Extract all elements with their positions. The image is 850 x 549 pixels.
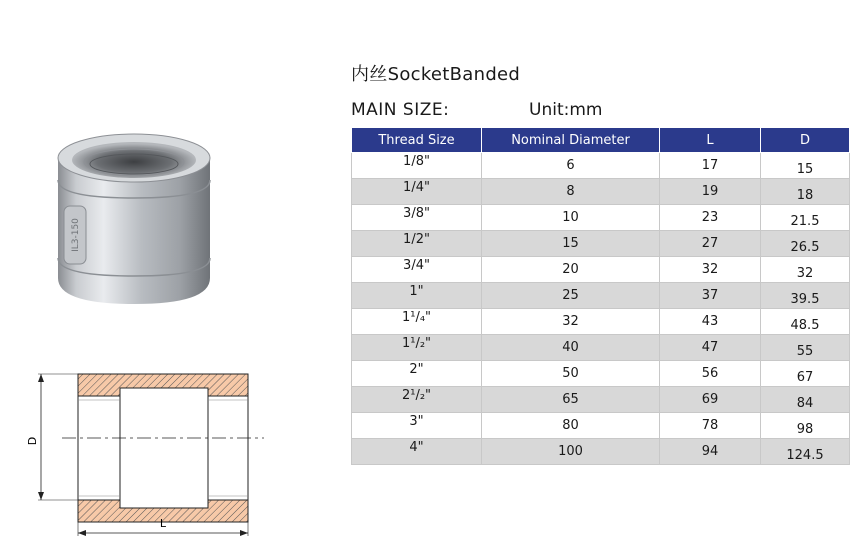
cell-thread: 1¹/₂": [352, 335, 482, 361]
table-row: [352, 439, 850, 465]
cell-l: 69: [660, 387, 761, 413]
table-row: [352, 205, 850, 231]
table-row: [352, 413, 850, 439]
cell-thread: 1/2": [352, 231, 482, 257]
cell-thread: 4": [352, 439, 482, 465]
unit-label: Unit:mm: [529, 100, 603, 120]
cell-d: 48.5: [761, 309, 850, 335]
cell-thread: 3": [352, 413, 482, 439]
spec-table: [351, 127, 850, 465]
cell-d: 18: [761, 179, 850, 205]
cell-l: 27: [660, 231, 761, 257]
table-row: [352, 387, 850, 413]
cell-nominal: 40: [482, 335, 660, 361]
header-d: D: [761, 128, 850, 153]
cell-thread: 3/4": [352, 257, 482, 283]
cell-d: 55: [761, 335, 850, 361]
dim-l-label: L: [159, 517, 167, 530]
cell-nominal: 25: [482, 283, 660, 309]
cell-thread: 1": [352, 283, 482, 309]
cell-d: 124.5: [761, 439, 850, 465]
header-thread-size: Thread Size: [352, 128, 482, 153]
dim-d-label: D: [26, 436, 39, 446]
cell-d: 67: [761, 361, 850, 387]
cell-nominal: 6: [482, 153, 660, 179]
table-row: [352, 309, 850, 335]
cell-nominal: 10: [482, 205, 660, 231]
header-l: L: [660, 128, 761, 153]
table-row: [352, 231, 850, 257]
table-row: [352, 283, 850, 309]
technical-drawing: [28, 358, 268, 538]
main-size-label: MAIN SIZE:: [351, 100, 450, 120]
cell-l: 43: [660, 309, 761, 335]
cell-thread: 3/8": [352, 205, 482, 231]
cell-d: 32: [761, 257, 850, 283]
cell-l: 32: [660, 257, 761, 283]
cell-l: 78: [660, 413, 761, 439]
cell-l: 47: [660, 335, 761, 361]
cell-thread: 1/4": [352, 179, 482, 205]
cell-nominal: 20: [482, 257, 660, 283]
cell-d: 84: [761, 387, 850, 413]
cell-l: 56: [660, 361, 761, 387]
product-title: 内丝SocketBanded: [351, 64, 521, 85]
cell-l: 23: [660, 205, 761, 231]
cell-l: 17: [660, 153, 761, 179]
header-nominal-diameter: Nominal Diameter: [482, 128, 660, 153]
cell-d: 15: [761, 153, 850, 179]
cell-l: 37: [660, 283, 761, 309]
cell-nominal: 50: [482, 361, 660, 387]
cell-nominal: 80: [482, 413, 660, 439]
cell-thread: 1¹/₄": [352, 309, 482, 335]
table-row: [352, 179, 850, 205]
cell-l: 19: [660, 179, 761, 205]
table-row: [352, 257, 850, 283]
table-row: [352, 335, 850, 361]
product-photo: [44, 118, 224, 318]
svg-text:IL3-150: IL3-150: [71, 218, 81, 252]
cell-nominal: 100: [482, 439, 660, 465]
cell-l: 94: [660, 439, 761, 465]
table-header-row: [352, 128, 850, 153]
cell-d: 98: [761, 413, 850, 439]
cell-thread: 2": [352, 361, 482, 387]
size-line: [351, 100, 751, 124]
table-row: [352, 153, 850, 179]
table-row: [352, 361, 850, 387]
cell-d: 21.5: [761, 205, 850, 231]
cell-nominal: 15: [482, 231, 660, 257]
cell-nominal: 65: [482, 387, 660, 413]
cell-thread: 2¹/₂": [352, 387, 482, 413]
cell-nominal: 8: [482, 179, 660, 205]
cell-nominal: 32: [482, 309, 660, 335]
cell-d: 26.5: [761, 231, 850, 257]
cell-thread: 1/8": [352, 153, 482, 179]
cell-d: 39.5: [761, 283, 850, 309]
